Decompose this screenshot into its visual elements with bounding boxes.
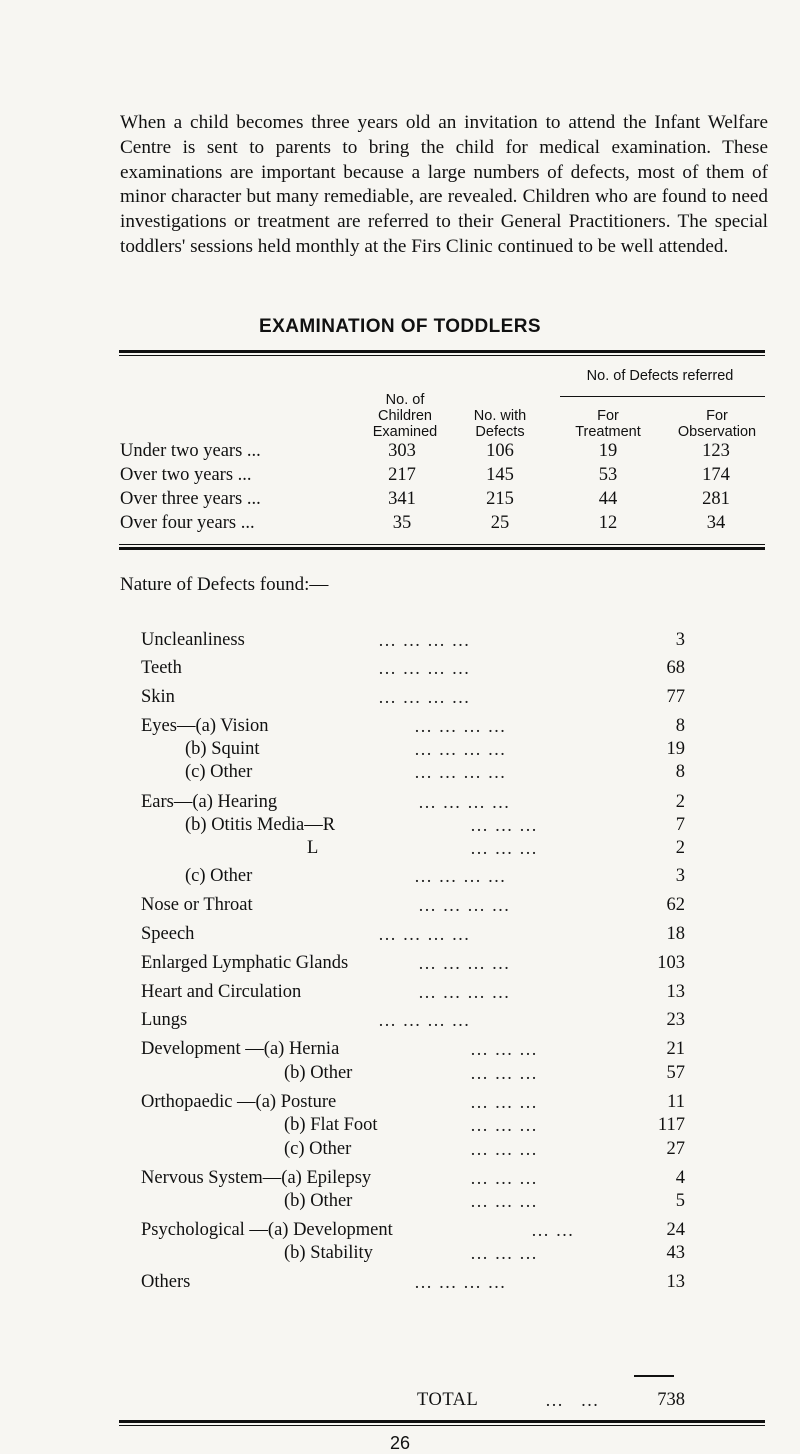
header-line: Defects: [475, 424, 525, 440]
cell-treatment: 19: [598, 441, 618, 461]
defect-label: Development —(a) Hernia: [141, 1039, 340, 1059]
header-group-underline: [560, 396, 765, 397]
leader-dots: … … … …: [378, 1010, 471, 1030]
defect-row: [0, 1272, 800, 1296]
defect-count: 21: [666, 1039, 685, 1059]
cell-defects: 106: [486, 441, 514, 461]
total-value: 738: [657, 1390, 685, 1410]
defect-row: [0, 1220, 800, 1244]
defect-label: Teeth: [141, 658, 182, 678]
defect-row: [0, 716, 800, 740]
cell-examined: 341: [388, 489, 416, 509]
defect-count: 8: [675, 762, 685, 782]
defect-count: 43: [666, 1243, 685, 1263]
header-for-observation: [672, 408, 762, 440]
cell-observation: 174: [702, 465, 730, 485]
leader-dots: … … …: [470, 1039, 538, 1059]
defect-label: Enlarged Lymphatic Glands: [141, 953, 349, 973]
defect-row: [0, 739, 800, 763]
defect-count: 77: [666, 687, 685, 707]
defect-row: [0, 838, 800, 862]
defect-row: [0, 1063, 800, 1087]
defect-label: (b) Flat Foot: [284, 1115, 378, 1135]
leader-dots: … … … …: [378, 924, 471, 944]
defect-row: [0, 630, 800, 654]
intro-paragraph: When a child becomes three years old an invitation to attend the Infant Welfare Centre is sent to parents to bring the child for medical examination. These examinations are important because a large numbers of defects, most of them of minor character but many remediable, are revealed. Children who are found to need investigations or treatment are referred to their General Practitioners. The special toddlers' sessions held monthly at the Firs Clinic continued to be well attended.: [120, 112, 768, 257]
defect-label: Skin: [141, 687, 175, 707]
leader-dots: … … …: [470, 1092, 538, 1112]
defect-label: Ears—(a) Hearing: [141, 792, 278, 812]
defect-label: Heart and Circulation: [141, 982, 302, 1002]
leader-dots: … … …: [470, 1063, 538, 1083]
table-top-rule-thin: [119, 355, 765, 356]
header-line: Children: [378, 408, 432, 424]
defect-label: Lungs: [141, 1010, 188, 1030]
defect-count: 62: [666, 895, 685, 915]
row-label: Under two years ...: [120, 441, 261, 461]
defect-count: 4: [675, 1168, 685, 1188]
cell-examined: 303: [388, 441, 416, 461]
leader-dots: … … …: [470, 1243, 538, 1263]
defect-row: [0, 1115, 800, 1139]
header-line: Observation: [677, 424, 757, 440]
total-dots: … …: [545, 1390, 600, 1410]
header-line: Examined: [372, 424, 438, 440]
header-line: Treatment: [575, 424, 641, 440]
cell-defects: 25: [490, 513, 510, 533]
total-label: TOTAL: [417, 1390, 479, 1410]
defect-row: [0, 1243, 800, 1267]
defect-row: [0, 924, 800, 948]
table-top-rule: [119, 350, 765, 353]
defect-label: (b) Otitis Media—R: [185, 815, 336, 835]
defect-count: 3: [675, 866, 685, 886]
defect-label: L: [307, 838, 319, 858]
defect-row: [0, 1092, 800, 1116]
leader-dots: … … … …: [378, 658, 471, 678]
row-label: Over two years ...: [120, 465, 252, 485]
defect-count: 13: [666, 1272, 685, 1292]
defect-row: [0, 1139, 800, 1163]
header-line: No. with: [473, 408, 527, 424]
defect-count: 11: [667, 1092, 685, 1112]
defect-count: 2: [675, 838, 685, 858]
defect-count: 19: [666, 739, 685, 759]
defect-count: 27: [666, 1139, 685, 1159]
defect-label: (c) Other: [185, 762, 253, 782]
leader-dots: … … …: [470, 1168, 538, 1188]
defect-label: (b) Other: [284, 1063, 353, 1083]
defect-row: [0, 658, 800, 682]
leader-dots: … … …: [470, 1191, 538, 1211]
defect-label: Eyes—(a) Vision: [141, 716, 269, 736]
cell-treatment: 53: [598, 465, 618, 485]
leader-dots: … … … …: [414, 762, 507, 782]
defect-row: [0, 687, 800, 711]
leader-dots: … … … …: [414, 1272, 507, 1292]
table-title: EXAMINATION OF TODDLERS: [259, 316, 541, 337]
defect-count: 2: [675, 792, 685, 812]
defect-label: (b) Other: [284, 1191, 353, 1211]
header-with-defects: [460, 408, 540, 440]
table-bottom-rule-thin: [119, 544, 765, 545]
defect-label: Speech: [141, 924, 195, 944]
cell-observation: 123: [702, 441, 730, 461]
defect-label: Nose or Throat: [141, 895, 253, 915]
leader-dots: … … … …: [414, 739, 507, 759]
defect-count: 3: [675, 630, 685, 650]
cell-examined: 217: [388, 465, 416, 485]
cell-observation: 281: [702, 489, 730, 509]
defect-count: 7: [675, 815, 685, 835]
cell-treatment: 44: [598, 489, 618, 509]
defect-count: 13: [666, 982, 685, 1002]
defect-count: 57: [666, 1063, 685, 1083]
leader-dots: … …: [531, 1220, 575, 1240]
total-rule: [634, 1375, 674, 1377]
leader-dots: … … …: [470, 1115, 538, 1135]
cell-observation: 34: [706, 513, 726, 533]
leader-dots: … … … …: [378, 630, 471, 650]
defect-label: Others: [141, 1272, 191, 1292]
defect-label: Psychological —(a) Development: [141, 1220, 393, 1240]
leader-dots: … … … …: [378, 687, 471, 707]
defect-row: [0, 866, 800, 890]
leader-dots: … … … …: [418, 982, 511, 1002]
defect-count: 24: [666, 1220, 685, 1240]
defect-label: (b) Stability: [284, 1243, 373, 1263]
defect-label: Nervous System—(a) Epilepsy: [141, 1168, 372, 1188]
header-defects-referred: No. of Defects referred: [586, 368, 734, 384]
defect-row: [0, 982, 800, 1006]
page-bottom-rule-thin: [119, 1425, 765, 1426]
page-bottom-rule: [119, 1420, 765, 1423]
leader-dots: … … … …: [418, 792, 511, 812]
leader-dots: … … … …: [414, 866, 507, 886]
leader-dots: … … … …: [418, 953, 511, 973]
cell-examined: 35: [392, 513, 412, 533]
defect-row: [0, 1168, 800, 1192]
defect-count: 8: [675, 716, 685, 736]
defect-row: [0, 1191, 800, 1215]
defect-row: [0, 815, 800, 839]
row-label: Over four years ...: [120, 513, 255, 533]
defect-row: [0, 953, 800, 977]
page-number: 26: [389, 1433, 411, 1453]
defect-label: Uncleanliness: [141, 630, 245, 650]
leader-dots: … … …: [470, 1139, 538, 1159]
defect-row: [0, 1010, 800, 1034]
defect-count: 68: [666, 658, 685, 678]
defect-row: [0, 1039, 800, 1063]
leader-dots: … … …: [470, 838, 538, 858]
defect-label: (c) Other: [185, 866, 253, 886]
defect-count: 117: [657, 1115, 685, 1135]
defects-heading: Nature of Defects found:—: [120, 574, 329, 595]
defect-label: Orthopaedic —(a) Posture: [141, 1092, 337, 1112]
defect-count: 5: [675, 1191, 685, 1211]
cell-treatment: 12: [598, 513, 618, 533]
defect-label: (c) Other: [284, 1139, 352, 1159]
cell-defects: 145: [486, 465, 514, 485]
defect-row: [0, 895, 800, 919]
defect-label: (b) Squint: [185, 739, 260, 759]
table-bottom-rule: [119, 547, 765, 550]
row-label: Over three years ...: [120, 489, 261, 509]
header-line: No. of: [385, 392, 425, 408]
defect-count: 23: [666, 1010, 685, 1030]
header-for-treatment: [568, 408, 648, 440]
cell-defects: 215: [486, 489, 514, 509]
header-children-examined: [360, 392, 450, 440]
leader-dots: … … … …: [418, 895, 511, 915]
header-line: For: [597, 408, 619, 424]
defect-row: [0, 762, 800, 786]
defect-count: 18: [666, 924, 685, 944]
header-line: For: [706, 408, 728, 424]
defect-count: 103: [657, 953, 685, 973]
leader-dots: … … …: [470, 815, 538, 835]
defect-row: [0, 792, 800, 816]
leader-dots: … … … …: [414, 716, 507, 736]
